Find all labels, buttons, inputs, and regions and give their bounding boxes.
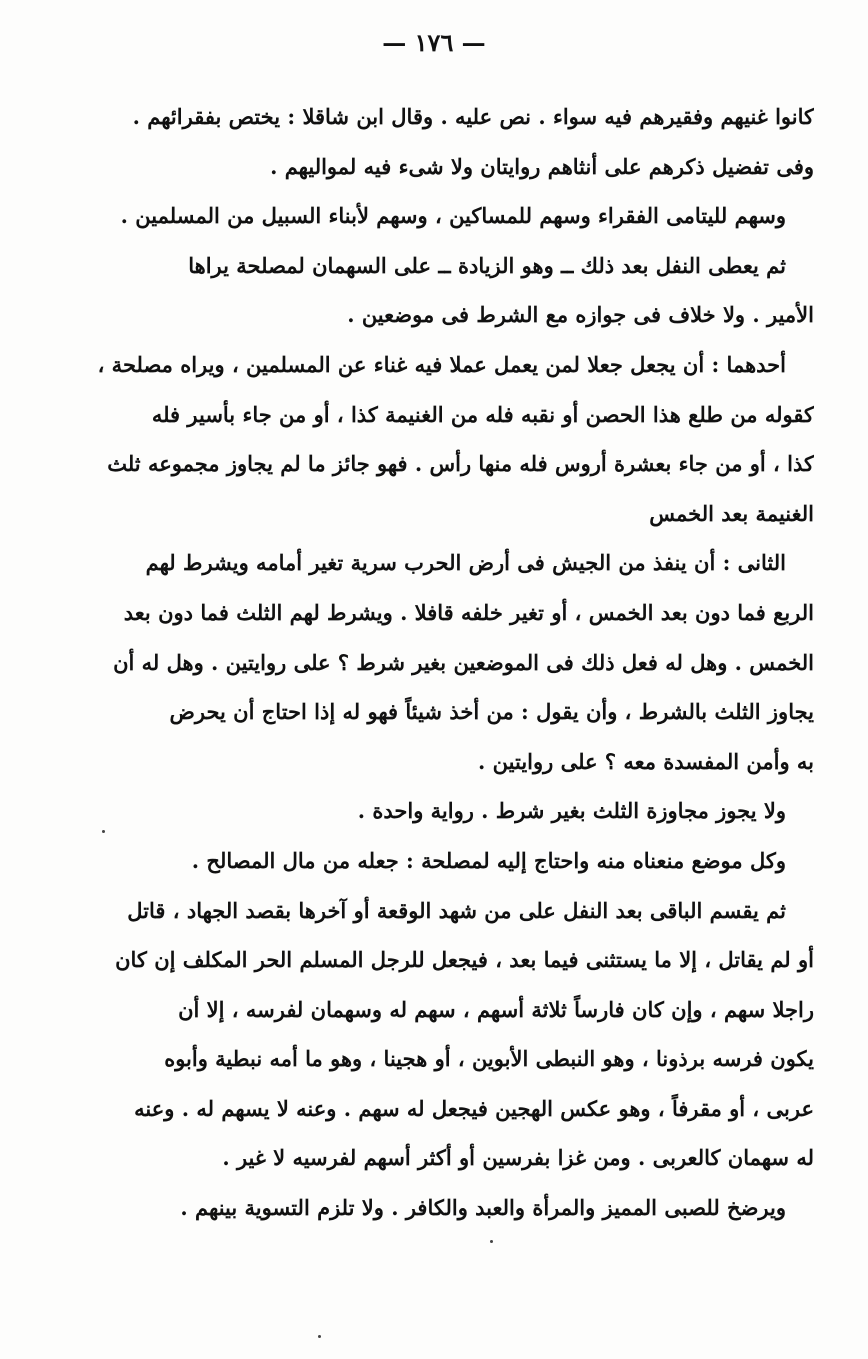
paragraph-start-line: الثانى : أن ينفذ من الجيش فى أرض الحرب سرية تغير أمامه ويشرط لهم	[145, 550, 786, 576]
text-line: كقوله من طلع هذا الحصن أو نقبه فله من الغنيمة كذا ، أو من جاء بأسير فله	[151, 401, 814, 427]
text-line: وفى تفضيل ذكرهم على أنثاهم روايتان ولا شىء فيه لمواليهم .	[270, 153, 814, 179]
text-line: كانوا غنيهم وفقيرهم فيه سواء . نص عليه . وقال ابن شاقلا : يختص بفقرائهم .	[132, 104, 814, 129]
scan-speck	[318, 1335, 321, 1338]
text-line: يكون فرسه برذونا ، وهو النبطى الأبوين ، أو هجينا ، وهو ما أمه نبطية وأبوه	[164, 1046, 814, 1072]
text-line: به وأمن المفسدة معه ؟ على روايتين .	[478, 748, 814, 774]
scan-speck	[490, 1240, 493, 1243]
scan-speck	[102, 830, 105, 833]
text-line: الغنيمة بعد الخمس	[649, 500, 814, 526]
text-line: كذا ، أو من جاء بعشرة أروس فله منها رأس . فهو جائز ما لم يجاوز مجموعه ثلث	[107, 451, 814, 477]
text-line: الخمس . وهل له فعل ذلك فى الموضعين بغير شرط ؟ على روايتين . وهل له أن	[113, 649, 814, 675]
text-line: راجلا سهم ، وإن كان فارساً ثلاثة أسهم ، سهم له وسهمان لفرسه ، إلا أن	[178, 996, 814, 1022]
paragraph-start-line: وكل موضع منعناه منه واحتاج إليه لمصلحة : جعله من مال المصالح .	[191, 847, 786, 873]
paragraph-start-line: ثم يعطى النفل بعد ذلك ــ وهو الزيادة ــ على السهمان لمصلحة يراها	[188, 252, 786, 278]
text-line: له سهمان كالعربى . ومن غزا بفرسين أو أكثر أسهم لفرسيه لا غير .	[222, 1145, 814, 1171]
text-line: يجاوز الثلث بالشرط ، وأن يقول : من أخذ شيئاً فهو له إذا احتاج أن يحرض	[169, 699, 814, 725]
text-line: الأمير . ولا خلاف فى جوازه مع الشرط فى موضعين .	[347, 302, 814, 328]
paragraph-start-line: ويرضخ للصبى المميز والمرأة والعبد والكافر . ولا تلزم التسوية بينهم .	[180, 1195, 786, 1221]
text-line: الربع فما دون بعد الخمس ، أو تغير خلفه قافلا . ويشرط لهم الثلث فما دون بعد	[123, 599, 814, 625]
text-line: عربى ، أو مقرفاً ، وهو عكس الهجين فيجعل له سهم . وعنه لا يسهم له . وعنه	[134, 1095, 814, 1121]
text-line: أو لم يقاتل ، إلا ما يستثنى فيما بعد ، فيجعل للرجل المسلم الحر المكلف إن كان	[115, 947, 814, 973]
page-number: — ١٧٦ —	[382, 28, 486, 57]
paragraph-start-line: ولا يجوز مجاوزة الثلث بغير شرط . رواية واحدة .	[357, 798, 786, 824]
paragraph-start-line: أحدهما : أن يجعل جعلا لمن يعمل عملا فيه غناء عن المسلمين ، ويراه مصلحة ،	[97, 351, 786, 377]
paragraph-start-line: ثم يقسم الباقى بعد النفل على من شهد الوقعة أو آخرها بقصد الجهاد ، قاتل	[127, 897, 786, 923]
body-text	[62, 92, 814, 1233]
paragraph-start-line: وسهم لليتامى الفقراء وسهم للمساكين ، وسهم لأبناء السبيل من المسلمين .	[120, 203, 786, 229]
